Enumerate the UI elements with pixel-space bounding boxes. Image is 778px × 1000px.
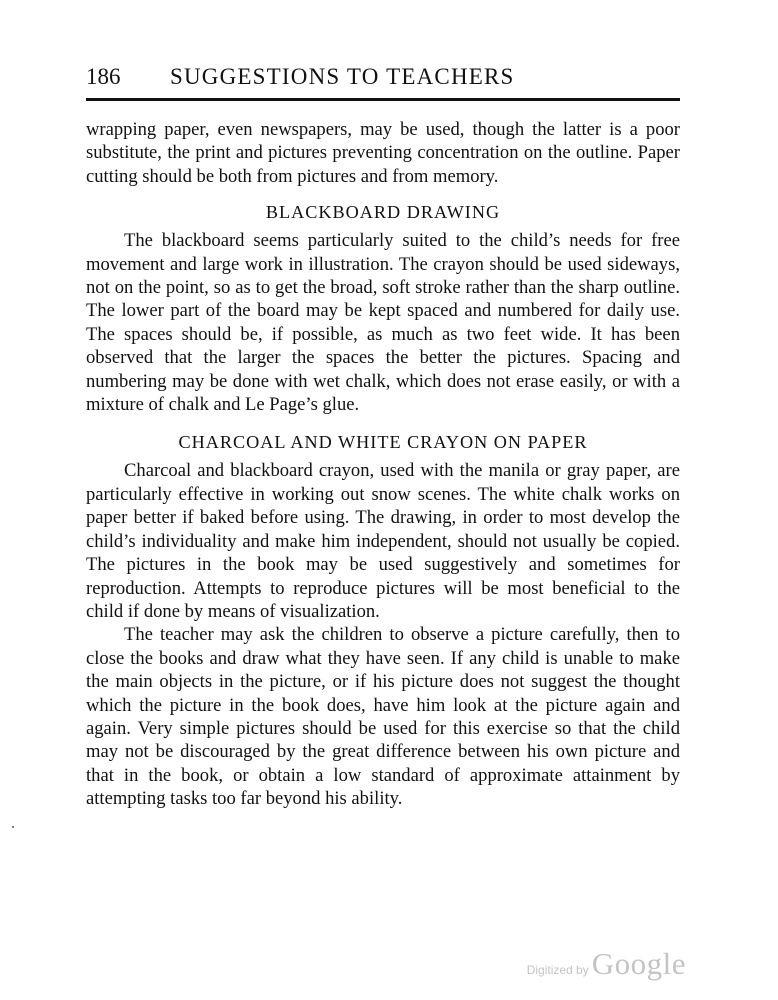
paragraph-continued: wrapping paper, even newspapers, may be used, though the latter is a poor substitute, the print and pictures preventing concentration on the outline. Paper cutting should be both from pictures and from memory. [86,119,680,187]
google-logo: Google [591,946,686,981]
section-heading-blackboard-drawing: BLACKBOARD DRAWING [265,202,501,223]
digitized-by-label: Digitized by [526,963,589,977]
paragraph-blackboard: The blackboard seems particularly suited to the child’s needs for free movement and large work in illustration. The crayon should be used sideways, not on the point, so as to get the broad, soft stroke rather than the sharp outline. The lower part of the board may be kept spaced and numbered for daily use. The spaces should be, if possible, as much as two feet wide. It has been observed that the larger the spaces the better the pictures. Spacing and numbering may be done with wet chalk, which does not erase easily, or with a mixture of chalk and Le Page’s glue. [86,230,680,416]
page-header [86,64,680,101]
book-page [86,64,680,811]
digitized-watermark [527,946,686,982]
scan-speck [12,826,14,828]
running-title: SUGGESTIONS TO TEACHERS [170,64,515,89]
page-number: 186 [86,64,121,89]
paragraph-charcoal: Charcoal and blackboard crayon, used with the manila or gray paper, are particularly effective in working out snow scenes. The white chalk works on paper better if baked before using. The drawing, in order to most develop the child’s individuality and make him independent, should not usually be copied. The pictures in the book may be used suggestively and sometimes for reproduction. Attempts to reproduce pictures will be most beneficial to the child if done by means of visualization. [86,460,680,622]
section-heading-charcoal-crayon: CHARCOAL AND WHITE CRAYON ON PAPER [178,432,588,453]
paragraph-teacher-exercise: The teacher may ask the children to observe a picture carefully, then to close the books and draw what they have seen. If any child is unable to make the main objects in the picture, or if his picture does not suggest the thought which the picture in the book does, have him look at the picture again and again. Very simple pictures should be used for this exercise so that the child may not be discouraged by the great difference between his own picture and that in the book, or obtain a low standard of approximate attainment by attempting tasks too far beyond his ability. [86,624,680,810]
